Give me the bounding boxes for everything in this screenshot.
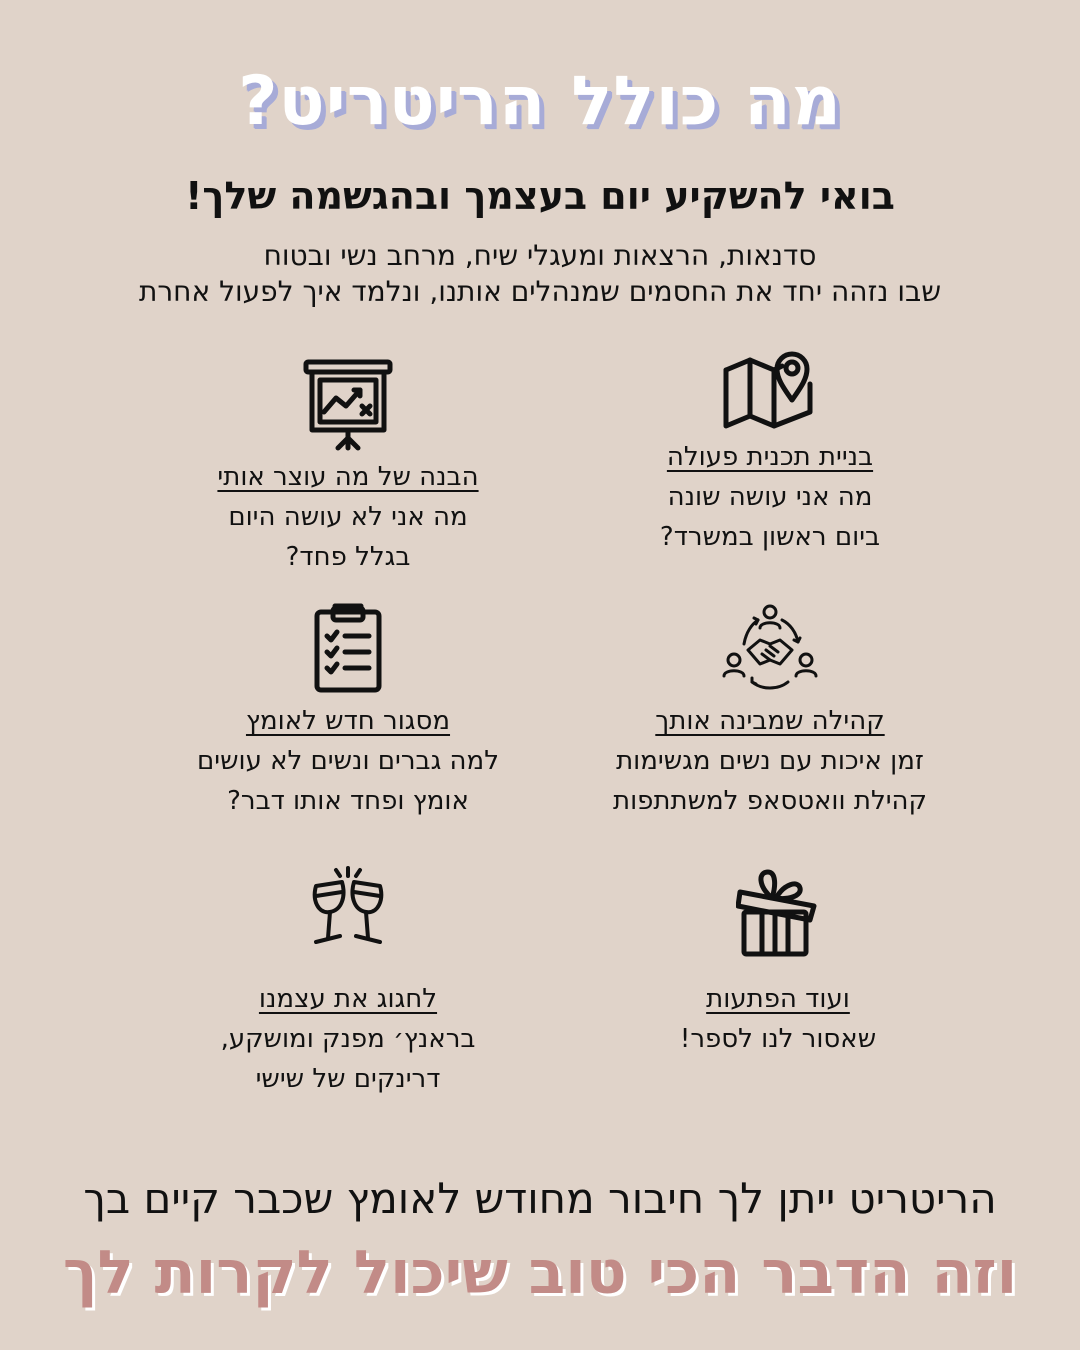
feature-heading: מסגור חדש לאומץ (245, 706, 451, 736)
feature-heading: ועוד הפתעות (706, 984, 850, 1014)
closing-text: הריטריט ייתן לך חיבור מחודש לאומץ שכבר קיים בך (83, 1174, 997, 1223)
handshake-community-icon (722, 602, 818, 694)
feature-line-2: קהילת וואטסאפ למשתתפות (613, 786, 927, 816)
feature-line-2: דרינקים של שישי (255, 1064, 441, 1094)
feature-line-2: בגלל פחד? (285, 542, 411, 572)
feature-line-1: מה אני לא עושה היום (228, 502, 468, 532)
map-pin-icon (722, 338, 818, 430)
presentation-chart-icon (302, 358, 394, 452)
clipboard-checklist-icon (313, 602, 383, 694)
feature-line-1: שאסור לנו לספר! (679, 1024, 877, 1054)
intro-text (40, 238, 1040, 310)
gift-icon (736, 866, 820, 960)
intro-line-1: סדנאות, הרצאות ומעגלי שיח, מרחב נשי ובטוח (263, 239, 817, 272)
feature-line-2: אומץ ופחד אותו דבר? (227, 786, 469, 816)
feature-line-1: זמן איכות עם נשים מגשימות (616, 746, 924, 776)
feature-heading: בניית תכנית פעולה (666, 442, 874, 472)
feature-heading: הבנה של מה עוצר אותי (217, 462, 479, 492)
feature-heading: לחגוג את עצמנו (258, 984, 438, 1014)
feature-line-2: ביום ראשון במשרד? (659, 522, 881, 552)
wine-glasses-cheers-icon (306, 866, 390, 962)
feature-line-1: מה אני עושה שונה (667, 482, 873, 512)
feature-heading: קהילה שמבינה אותך (655, 706, 885, 736)
feature-line-1: למה גברים ונשים לא עושים (197, 746, 499, 776)
highlight-tagline: וזה הדבר הכי טוב שיכול לקרות לך (62, 1238, 1018, 1308)
intro-line-2: שבו נזהה יחד את החסמים שמנהלים אותנו, ונלמד איך לפעול אחרת (138, 275, 942, 308)
feature-line-1: בראנץ׳ מפנק ומושקע, (220, 1024, 476, 1054)
page-title: מה כולל הריטריט? (238, 62, 842, 141)
page-subtitle: בואי להשקיע יום בעצמך ובהגשמה שלך! (185, 174, 895, 218)
